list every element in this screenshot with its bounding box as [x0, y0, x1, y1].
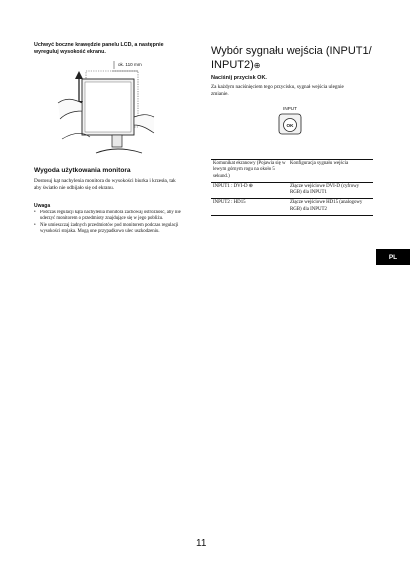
- heading-text: Wybór sygnału wejścia (INPUT1/ INPUT2): [211, 45, 372, 71]
- section-title: Wygoda użytkowania monitora: [34, 167, 131, 174]
- note-item: • Nie umieszczaj żadnych przedmiotów pod monitorem podczas regulacji wysokości stojaka. Mogą one przypadkowo ulec uszkodzeniu.: [34, 223, 186, 236]
- instruction-text: Uchwyć boczne krawędzie panelu LCD, a następnie wyreguluj wysokość ekranu.: [34, 42, 164, 56]
- table-cell: Złącze wejściowe DVI-D (cyfrowy RGB) dla INPUT1: [288, 182, 373, 199]
- monitor-height-illustration: [56, 59, 156, 157]
- table-header-cell: Konfiguracja sygnału wejścia: [288, 160, 373, 183]
- table-header-cell: Komunikat ekranowy (Pojawia się w lewym górnym rogu na około 5 sekund.): [211, 160, 288, 183]
- ok-label: OK: [286, 122, 294, 128]
- input-signal-table: [211, 159, 373, 216]
- input-label: INPUT: [283, 106, 297, 111]
- table-row: [211, 182, 373, 199]
- figure-dimension-label: ok. 110 mm: [118, 62, 142, 67]
- note-title: Uwaga: [34, 203, 51, 209]
- note-item: • Podczas regulacji kąta nachylenia monitora zachowaj ostrożność, aby nie uderzyć monitorem o przedmioty znajdujące się w jego pobliżu.: [34, 210, 186, 223]
- table-cell-text: INPUT1 : DVI-D: [213, 183, 248, 189]
- table-row: [211, 199, 373, 216]
- language-tab: PL: [376, 249, 410, 265]
- section-body: Dostosuj kąt nachylenia monitora do wysokości biurka i krzesła, tak aby światło nie odbijało się od ekranu.: [34, 178, 176, 191]
- input-ok-button-icon: [276, 106, 304, 136]
- table-cell: Złącze wejściowe HD15 (analogowy RGB) dla INPUT2: [288, 199, 373, 216]
- table-header-row: [211, 160, 373, 183]
- table-cell: INPUT2 : HD15: [211, 199, 288, 216]
- input-symbol-icon: ⊕: [253, 61, 261, 70]
- input-symbol-icon: ⊕: [248, 183, 253, 189]
- page-number: 11: [196, 538, 207, 549]
- notes-list: [34, 210, 186, 263]
- section-heading: [211, 44, 386, 73]
- table-cell: [211, 182, 288, 199]
- instruction-text: Naciśnij przycisk OK.: [211, 75, 267, 81]
- instruction-body: Za każdym naciśnięciem tego przycisku, sygnał wejścia ulegnie zmianie.: [211, 84, 344, 97]
